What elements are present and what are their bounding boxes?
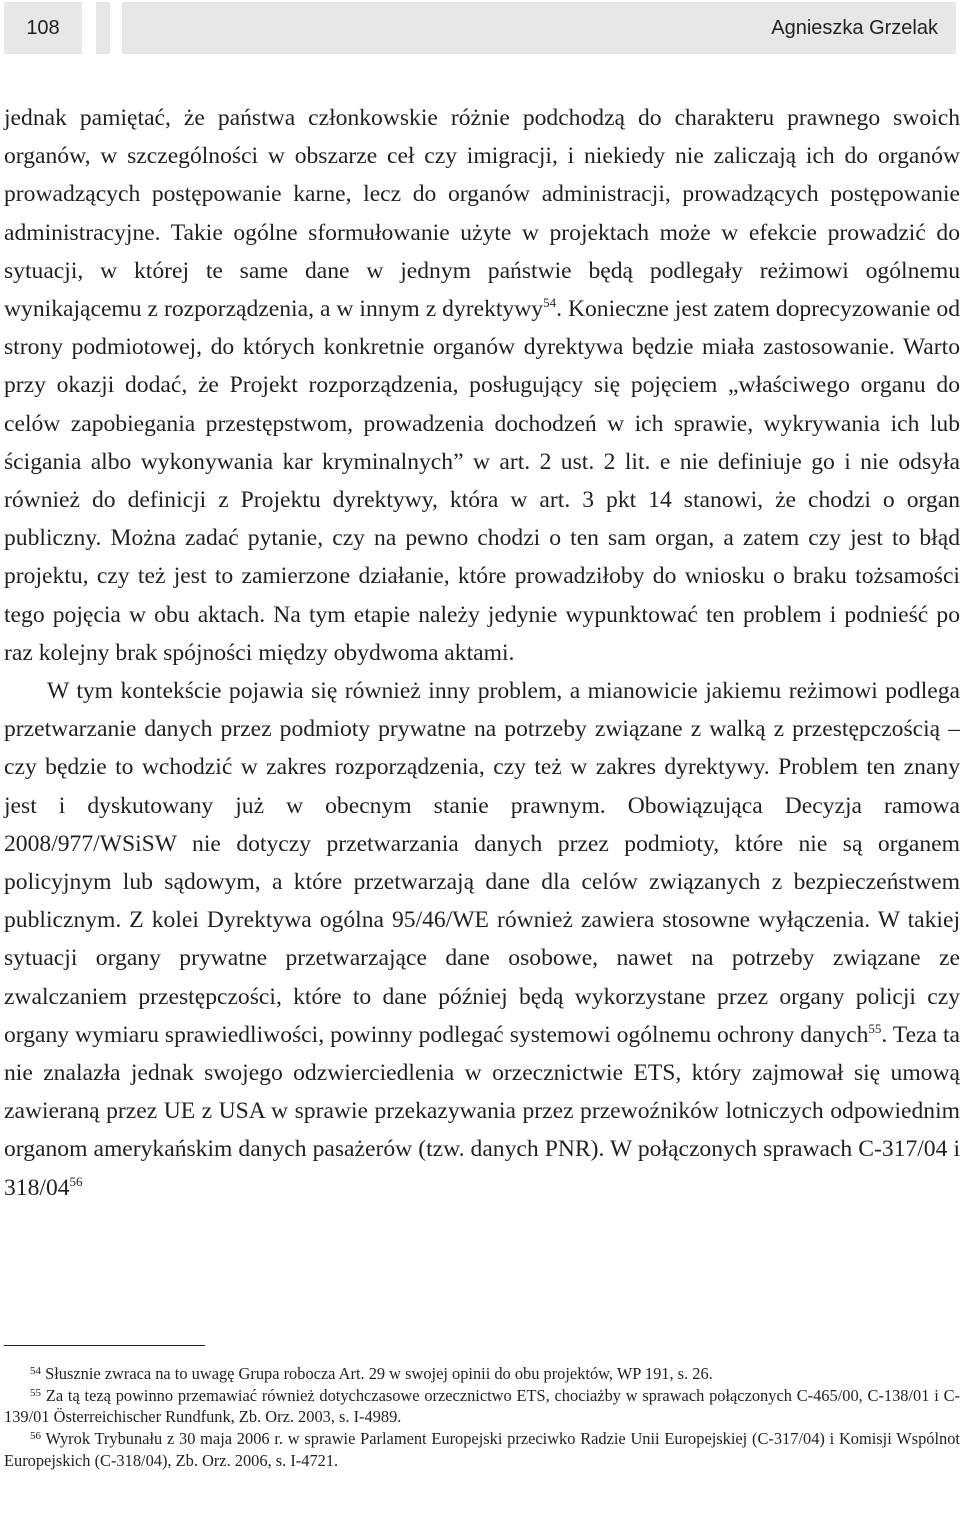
footnote-text: Słusznie zwraca na to uwagę Grupa robocza Art. 29 w swojej opinii do obu projektów, WP 191, s. 26. xyxy=(45,1364,713,1383)
main-text xyxy=(4,99,960,1207)
running-head-author: Agnieszka Grzelak xyxy=(122,2,956,54)
paragraph-text: W tym kontekście pojawia się również inny problem, a mianowicie jakiemu reżimowi podlega przetwarzanie danych przez podmioty prywatne na potrzeby związane z walką z przestępczością – czy będzie to wchodzić w zakres rozporządzenia, czy też w zakres dyrektywy. Problem ten znany jest i dyskutowany już w obecnym stanie prawnym. Obowiązująca Decyzja ramowa 2008/977/WSiSW nie dotyczy przetwarzania danych przez podmioty, które nie są organem policyjnym lub sądowym, a które przetwarzają dane dla celów związanych z bezpieczeństwem publicznym. Z kolei Dyrektywa ogólna 95/46/WE również zawiera stosowne wyłączenia. W takiej sytuacji organy prywatne przetwarzające dane osobowe, nawet na potrzeby związane ze zwalczaniem przestępczości, które to dane później będą wykorzystane przez organy policji czy organy wymiaru sprawiedliwości, powinny podlegać systemowi ogólnemu ochrony danych xyxy=(4,678,960,1048)
paragraph-text: . Teza ta nie znalazła jednak swojego odzwierciedlenia w orzecznictwie ETS, który zajmował się umową zawieraną przez UE z USA w sprawie przekazywania przez przewoźników lotniczych odpowiednim organom amerykańskim danych pasażerów (tzw. danych PNR). W połączonych sprawach C-317/04 i 318/04 xyxy=(4,1021,960,1201)
paragraph xyxy=(4,672,960,1207)
footnotes xyxy=(4,1363,960,1472)
footnote-number: 55 xyxy=(30,1386,41,1399)
paragraph-text: . Konieczne jest zatem doprecyzowanie od strony podmiotowej, do których konkretnie organów dyrektywa będzie miała zastosowanie. Warto przy okazji dodać, że Projekt rozporządzenia, posługujący się pojęciem „właściwego organu do celów zapobiegania przestępstwom, prowadzenia dochodzeń w ich sprawie, wykrywania ich lub ścigania albo wykonywania kar kryminalnych” w art. 2 ust. 2 lit. e nie definiuje go i nie odsyła również do definicji z Projektu dyrektywy, która w art. 3 pkt 14 stanowi, że chodzi o organ publiczny. Można zadać pytanie, czy na pewno chodzi o ten sam organ, a zatem czy jest to błąd projektu, czy też jest to zamierzone działanie, które prowadziłoby do wniosku o braku tożsamości tego pojęcia w obu aktach. Na tym etapie należy jedynie wypunktować ten problem i podnieść po raz kolejny brak spójności między obydwoma aktami. xyxy=(4,296,960,666)
paragraph-text: jednak pamiętać, że państwa członkowskie różnie podchodzą do charakteru prawnego swoich organów, w szczególności w obszarze ceł czy imigracji, i niekiedy nie zaliczają ich do organów prowadzących postępowanie karne, lecz do organów administracji, prowadzących postępowanie administracyjne. Takie ogólne sformułowanie użyte w projektach może w efekcie prowadzić do sytuacji, w której te same dane w jednym państwie będą podlegały reżimowi ogólnemu wynikającemu z rozporządzenia, a w innym z dyrektywy xyxy=(4,105,960,323)
footnote-ref-54[interactable]: 54 xyxy=(543,295,557,311)
footnote-ref-56[interactable]: 56 xyxy=(69,1173,83,1189)
footnote-ref-55[interactable]: 55 xyxy=(868,1020,882,1036)
footnote xyxy=(4,1363,960,1385)
footnote-text: Za tą tezą powinno przemawiać również dotychczasowe orzecznictwo ETS, chociażby w sprawach połączonych C-465/00, C-138/01 i C-139/01 Österreichischer Rundfunk, Zb. Orz. 2003, s. I-4989. xyxy=(4,1385,960,1427)
page-number: 108 xyxy=(4,2,82,54)
footnote-number: 56 xyxy=(30,1430,41,1443)
footnote xyxy=(4,1385,960,1428)
header-separator xyxy=(96,2,110,54)
footnote xyxy=(4,1428,960,1471)
running-header xyxy=(0,0,960,57)
footnote-number: 54 xyxy=(30,1365,41,1377)
paragraph xyxy=(4,99,960,672)
footnote-separator xyxy=(4,1345,205,1346)
footnote-text: Wyrok Trybunału z 30 maja 2006 r. w sprawie Parlament Europejski przeciwko Radzie Unii Europejskiej (C-317/04) i Komisji Wspólnot Europejskich (C-318/04), Zb. Orz. 2006, s. I-4721. xyxy=(4,1429,960,1470)
